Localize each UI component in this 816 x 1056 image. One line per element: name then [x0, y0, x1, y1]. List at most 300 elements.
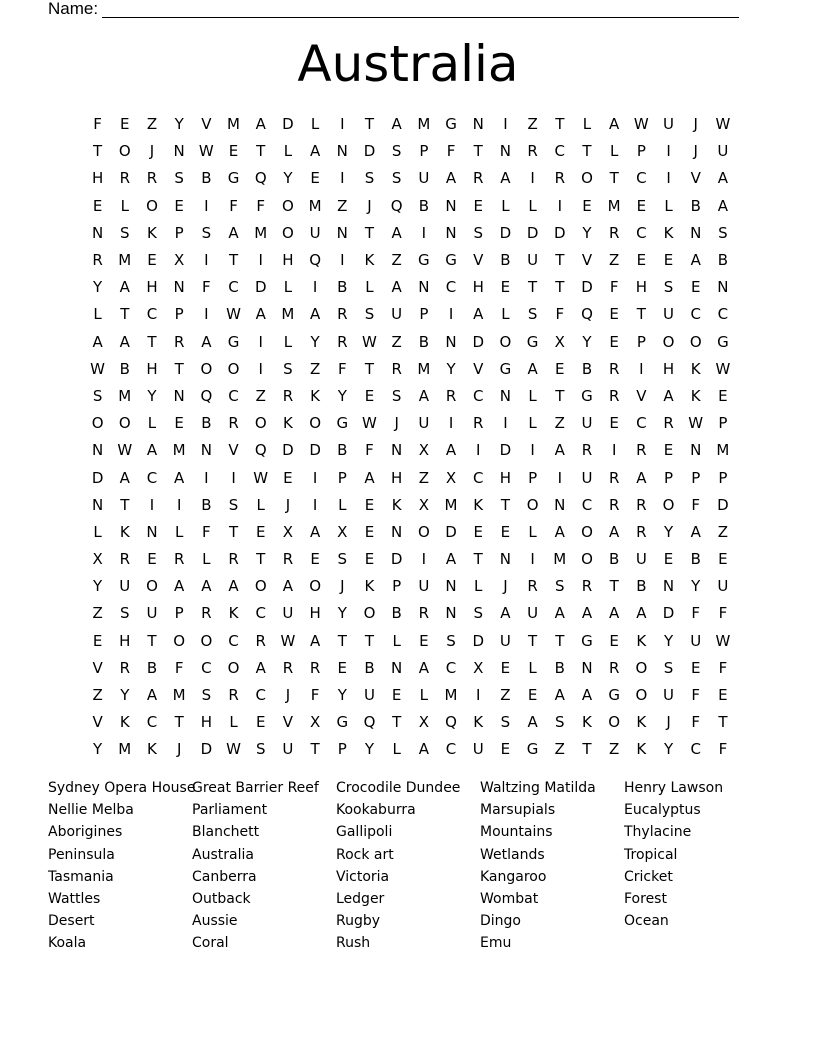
grid-row	[84, 600, 746, 627]
grid-letter: S	[446, 631, 456, 650]
grid-letter: Y	[663, 740, 674, 759]
grid-letter: S	[174, 169, 184, 188]
word-list-item: Parliament	[192, 802, 268, 819]
grid-letter: E	[364, 550, 375, 569]
grid-letter: P	[691, 468, 701, 487]
grid-letter: S	[364, 305, 375, 324]
grid-letter: R	[445, 386, 457, 405]
grid-letter: Y	[120, 686, 130, 705]
grid-letter: C	[472, 386, 484, 405]
grid-letter: Q	[581, 305, 593, 324]
grid-letter: L	[501, 305, 510, 324]
grid-letter: U	[690, 631, 702, 650]
grid-letter: F	[718, 658, 728, 677]
grid-letter: T	[310, 740, 320, 759]
grid-letter: S	[391, 169, 402, 188]
grid-letter: I	[639, 359, 644, 378]
grid-letter: R	[282, 550, 294, 569]
grid-letter: R	[173, 550, 185, 569]
grid-letter: F	[691, 604, 701, 623]
grid-letter: F	[202, 278, 211, 297]
word-list-item: Wattles	[48, 891, 101, 908]
word-list-item: Rugby	[336, 913, 381, 930]
grid-letter: A	[636, 468, 647, 487]
grid-letter: Y	[691, 577, 701, 596]
grid-letter: L	[474, 577, 483, 596]
grid-letter: A	[119, 332, 130, 351]
grid-letter: U	[717, 142, 729, 161]
grid-letter: L	[256, 495, 265, 514]
grid-letter: F	[609, 278, 619, 297]
grid-letter: K	[282, 414, 293, 433]
grid-letter: A	[418, 386, 429, 405]
grid-letter: Q	[309, 251, 321, 270]
grid-letter: B	[690, 196, 701, 215]
grid-letter: D	[662, 604, 675, 623]
grid-letter: L	[528, 522, 537, 541]
grid-letter: B	[201, 414, 212, 433]
grid-letter: T	[337, 631, 347, 650]
grid-letter: V	[581, 251, 593, 270]
grid-letter: A	[690, 251, 701, 270]
grid-letter: B	[201, 495, 212, 514]
grid-letter: C	[228, 631, 239, 650]
grid-letter: S	[555, 577, 565, 596]
grid-letter: A	[418, 740, 429, 759]
word-list	[48, 777, 788, 955]
grid-letter: S	[92, 386, 103, 405]
grid-letter: S	[391, 142, 402, 161]
grid-letter: I	[557, 468, 562, 487]
word-list-item: Desert	[48, 913, 95, 930]
grid-letter: S	[527, 305, 538, 324]
grid-letter: I	[530, 441, 535, 460]
grid-letter: R	[418, 604, 430, 623]
grid-letter: U	[472, 740, 484, 759]
grid-letter: U	[581, 414, 593, 433]
grid-letter: N	[499, 142, 512, 161]
grid-letter: I	[448, 414, 454, 433]
grid-letter: J	[340, 577, 345, 596]
grid-letter: A	[228, 223, 239, 242]
grid-letter: D	[445, 522, 457, 541]
grid-row	[84, 519, 746, 546]
grid-letter: N	[391, 441, 403, 460]
word-list-item: Coral	[192, 935, 229, 952]
grid-letter: U	[418, 577, 430, 596]
grid-letter: V	[473, 359, 484, 378]
grid-letter: C	[146, 713, 158, 732]
grid-letter: M	[118, 740, 132, 759]
grid-letter: N	[336, 142, 348, 161]
grid-letter: R	[636, 495, 647, 514]
grid-letter: L	[392, 740, 401, 759]
grid-letter: L	[174, 522, 184, 541]
grid-letter: A	[391, 223, 402, 242]
word-list-item: Australia	[192, 846, 254, 863]
grid-letter: N	[391, 522, 403, 541]
grid-letter: A	[527, 713, 538, 732]
word-list-item: Canberra	[192, 868, 257, 885]
grid-letter: S	[663, 278, 674, 297]
grid-letter: M	[227, 115, 240, 134]
grid-letter: C	[445, 278, 457, 297]
grid-letter: P	[174, 223, 184, 242]
grid-letter: S	[391, 386, 402, 405]
grid-letter: R	[473, 414, 484, 433]
grid-letter: Y	[364, 740, 375, 759]
grid-letter: K	[147, 223, 157, 242]
grid-letter: I	[503, 414, 508, 433]
grid-letter: A	[690, 522, 701, 541]
grid-letter: L	[582, 115, 592, 134]
grid-letter: S	[663, 658, 674, 677]
grid-letter: N	[662, 577, 675, 596]
grid-letter: R	[554, 169, 565, 188]
grid-letter: T	[364, 223, 375, 242]
grid-letter: B	[391, 604, 402, 623]
grid-letter: Y	[174, 115, 184, 134]
grid-letter: L	[147, 414, 157, 433]
grid-letter: N	[91, 223, 104, 242]
grid-letter: L	[229, 713, 238, 732]
grid-letter: O	[499, 332, 512, 351]
grid-letter: H	[635, 278, 647, 297]
grid-letter: X	[418, 713, 429, 732]
word-list-item: Dingo	[480, 913, 521, 930]
grid-letter: R	[663, 414, 674, 433]
grid-letter: N	[391, 658, 403, 677]
grid-letter: M	[607, 196, 621, 215]
grid-row	[84, 437, 746, 464]
grid-letter: O	[173, 631, 186, 650]
grid-letter: E	[500, 658, 511, 677]
grid-letter: N	[418, 278, 430, 297]
grid-letter: I	[476, 441, 481, 460]
grid-row	[84, 709, 746, 736]
grid-letter: K	[119, 713, 130, 732]
grid-letter: X	[309, 713, 321, 732]
grid-letter: T	[473, 142, 483, 161]
grid-letter: V	[92, 713, 103, 732]
grid-letter: G	[336, 414, 349, 433]
grid-letter: O	[91, 414, 104, 433]
grid-letter: E	[337, 658, 348, 677]
grid-letter: T	[228, 251, 239, 270]
grid-letter: R	[581, 577, 593, 596]
grid-letter: D	[472, 332, 484, 351]
grid-letter: Z	[418, 468, 429, 487]
grid-letter: R	[636, 441, 647, 460]
grid-letter: E	[473, 522, 483, 541]
grid-row	[84, 301, 746, 328]
grid-letter: M	[118, 386, 132, 405]
grid-letter: A	[201, 577, 212, 596]
word-list-item: Kangaroo	[480, 868, 547, 885]
grid-letter: K	[473, 495, 484, 514]
grid-letter: F	[365, 441, 374, 460]
grid-letter: F	[691, 686, 701, 705]
grid-letter: L	[93, 305, 102, 324]
grid-letter: O	[363, 604, 376, 623]
grid-letter: F	[446, 142, 456, 161]
grid-letter: A	[609, 115, 620, 134]
grid-letter: O	[118, 142, 131, 161]
grid-letter: C	[146, 305, 158, 324]
grid-letter: X	[337, 522, 348, 541]
grid-letter: R	[527, 577, 538, 596]
grid-letter: N	[200, 441, 212, 460]
grid-letter: E	[147, 251, 157, 270]
grid-letter: Z	[337, 196, 348, 215]
grid-letter: J	[394, 414, 399, 433]
grid-letter: S	[201, 223, 212, 242]
grid-letter: W	[90, 359, 106, 378]
grid-row	[84, 138, 746, 165]
grid-letter: X	[445, 468, 457, 487]
name-field	[48, 0, 748, 22]
grid-letter: A	[609, 604, 620, 623]
grid-letter: F	[256, 196, 266, 215]
grid-letter: D	[499, 223, 512, 242]
grid-letter: X	[418, 495, 429, 514]
grid-letter: T	[147, 332, 157, 351]
grid-letter: M	[172, 441, 186, 460]
grid-letter: R	[282, 386, 294, 405]
grid-row	[84, 464, 746, 491]
grid-letter: F	[718, 740, 728, 759]
grid-letter: I	[149, 495, 155, 514]
word-list-item: Forest	[624, 891, 667, 908]
grid-letter: K	[147, 740, 157, 759]
grid-letter: G	[499, 359, 512, 378]
grid-letter: I	[340, 251, 345, 270]
grid-letter: A	[309, 631, 321, 650]
grid-letter: R	[255, 631, 266, 650]
grid-letter: Z	[527, 115, 538, 134]
grid-letter: F	[691, 495, 701, 514]
grid-letter: R	[608, 658, 620, 677]
grid-letter: R	[391, 359, 402, 378]
grid-letter: A	[119, 278, 130, 297]
grid-letter: R	[309, 658, 321, 677]
grid-letter: R	[228, 414, 239, 433]
grid-letter: Z	[500, 686, 511, 705]
grid-letter: E	[690, 278, 701, 297]
grid-letter: K	[690, 386, 701, 405]
grid-letter: Z	[146, 115, 158, 134]
word-list-item: Rush	[336, 935, 371, 952]
grid-letter: E	[92, 196, 103, 215]
grid-letter: L	[392, 631, 401, 650]
grid-letter: A	[255, 115, 266, 134]
grid-letter: O	[608, 713, 621, 732]
name-underline	[102, 3, 739, 18]
grid-letter: S	[473, 223, 483, 242]
grid-letter: U	[282, 740, 294, 759]
grid-letter: C	[636, 169, 647, 188]
grid-letter: A	[364, 468, 375, 487]
grid-letter: Q	[254, 441, 267, 460]
grid-letter: R	[228, 686, 239, 705]
grid-letter: I	[448, 305, 454, 324]
word-list-row	[48, 799, 788, 821]
grid-letter: U	[391, 305, 403, 324]
grid-letter: S	[555, 713, 565, 732]
grid-letter: A	[255, 305, 266, 324]
grid-letter: C	[690, 305, 701, 324]
grid-letter: W	[633, 115, 649, 134]
grid-letter: S	[473, 604, 483, 623]
grid-letter: R	[473, 169, 484, 188]
grid-letter: A	[663, 386, 674, 405]
grid-letter: Y	[147, 386, 157, 405]
grid-letter: R	[92, 251, 103, 270]
grid-letter: F	[93, 115, 102, 134]
grid-letter: P	[419, 305, 429, 324]
grid-letter: N	[581, 658, 593, 677]
letter-grid	[84, 111, 746, 764]
grid-letter: A	[445, 550, 457, 569]
grid-letter: Z	[609, 251, 620, 270]
grid-row	[84, 682, 746, 709]
word-list-item: Tropical	[624, 846, 678, 863]
grid-letter: K	[636, 631, 647, 650]
grid-row	[84, 247, 746, 274]
grid-letter: K	[310, 386, 321, 405]
grid-letter: O	[662, 332, 675, 351]
grid-letter: Y	[446, 359, 456, 378]
grid-letter: W	[715, 115, 731, 134]
grid-letter: F	[718, 604, 728, 623]
grid-letter: D	[499, 441, 512, 460]
grid-letter: I	[231, 468, 236, 487]
grid-letter: E	[174, 196, 184, 215]
grid-letter: W	[715, 359, 731, 378]
grid-letter: C	[146, 468, 158, 487]
grid-letter: M	[281, 305, 295, 324]
grid-letter: K	[391, 495, 402, 514]
grid-letter: U	[527, 251, 539, 270]
grid-letter: I	[204, 196, 209, 215]
grid-letter: J	[176, 740, 182, 759]
grid-letter: C	[581, 495, 593, 514]
grid-letter: N	[445, 196, 457, 215]
grid-letter: F	[310, 686, 320, 705]
grid-letter: Q	[363, 713, 376, 732]
grid-letter: G	[581, 386, 593, 405]
grid-letter: T	[555, 115, 565, 134]
word-list-item: Koala	[48, 935, 87, 952]
grid-letter: E	[527, 686, 538, 705]
grid-letter: F	[229, 196, 238, 215]
grid-letter: A	[309, 142, 321, 161]
grid-letter: U	[527, 604, 539, 623]
grid-letter: O	[581, 522, 593, 541]
grid-letter: E	[609, 332, 619, 351]
grid-letter: N	[499, 386, 512, 405]
grid-letter: F	[555, 305, 565, 324]
grid-letter: E	[582, 196, 592, 215]
grid-letter: A	[636, 604, 647, 623]
grid-letter: O	[309, 414, 321, 433]
grid-letter: N	[445, 604, 457, 623]
grid-letter: E	[690, 658, 701, 677]
grid-letter: H	[282, 251, 294, 270]
grid-letter: D	[254, 278, 267, 297]
grid-letter: E	[636, 251, 647, 270]
grid-letter: E	[609, 631, 619, 650]
grid-letter: O	[146, 196, 158, 215]
grid-letter: N	[445, 223, 457, 242]
grid-letter: A	[500, 169, 511, 188]
grid-letter: I	[312, 495, 318, 514]
grid-letter: I	[204, 251, 209, 270]
grid-letter: K	[364, 577, 375, 596]
grid-letter: N	[445, 332, 457, 351]
word-list-item: Thylacine	[624, 824, 692, 841]
word-list-item: Eucalyptus	[624, 802, 701, 819]
grid-letter: I	[204, 305, 209, 324]
grid-letter: M	[254, 223, 268, 242]
grid-letter: D	[554, 223, 566, 242]
grid-letter: N	[173, 142, 185, 161]
grid-letter: Q	[200, 386, 213, 405]
grid-letter: O	[635, 658, 648, 677]
grid-letter: M	[444, 495, 458, 514]
grid-letter: R	[119, 169, 130, 188]
grid-letter: L	[283, 332, 293, 351]
grid-letter: M	[716, 441, 730, 460]
grid-letter: I	[476, 686, 481, 705]
grid-letter: R	[337, 305, 348, 324]
grid-letter: O	[689, 332, 702, 351]
grid-row	[84, 655, 746, 682]
grid-letter: A	[119, 468, 130, 487]
grid-letter: T	[147, 631, 157, 650]
grid-letter: S	[201, 686, 212, 705]
grid-letter: H	[662, 359, 675, 378]
grid-letter: Q	[390, 196, 403, 215]
grid-letter: W	[226, 740, 241, 759]
grid-letter: U	[581, 468, 593, 487]
grid-letter: T	[364, 631, 375, 650]
grid-letter: W	[715, 631, 731, 650]
grid-letter: D	[91, 468, 104, 487]
grid-letter: O	[417, 522, 430, 541]
grid-letter: K	[663, 223, 674, 242]
grid-letter: A	[146, 441, 158, 460]
grid-letter: I	[611, 441, 617, 460]
grid-letter: M	[417, 115, 431, 134]
grid-letter: Y	[283, 169, 293, 188]
grid-letter: A	[201, 332, 212, 351]
grid-letter: N	[554, 495, 566, 514]
grid-letter: G	[581, 631, 593, 650]
grid-row	[84, 410, 746, 437]
grid-letter: V	[228, 441, 239, 460]
grid-letter: O	[200, 359, 213, 378]
grid-letter: D	[526, 223, 539, 242]
grid-letter: E	[120, 115, 130, 134]
word-list-item: Cricket	[624, 868, 673, 885]
word-list-row	[48, 888, 788, 910]
grid-letter: L	[528, 386, 537, 405]
grid-letter: C	[445, 740, 457, 759]
grid-letter: I	[258, 359, 263, 378]
grid-letter: U	[119, 577, 131, 596]
grid-letter: Z	[609, 740, 620, 759]
